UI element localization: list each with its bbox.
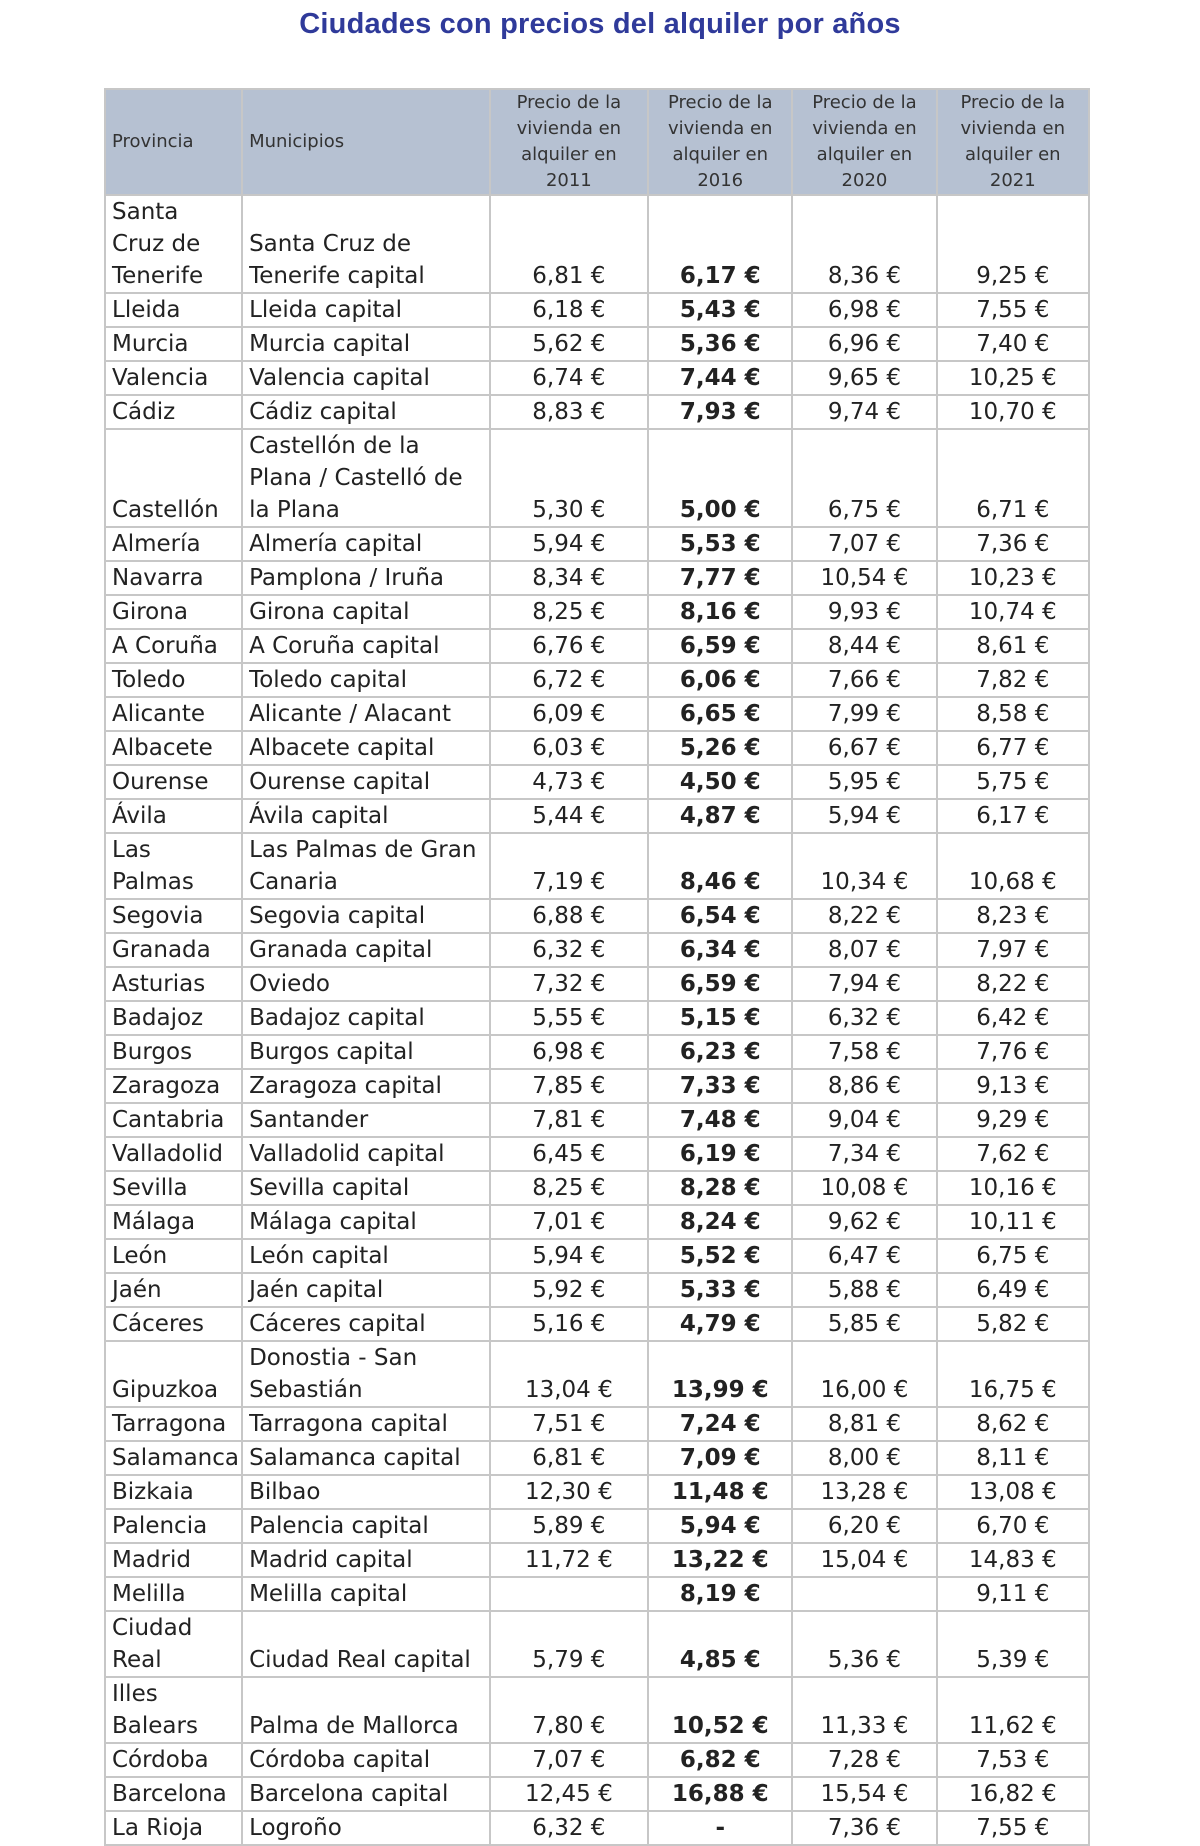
table-row: [105, 1509, 1089, 1543]
table-row: [105, 967, 1089, 1001]
price-2016-cell: 8,16 €: [648, 595, 792, 629]
provincia-cell: Valladolid: [105, 1137, 242, 1171]
header-price-2011: Precio de la vivienda en alquiler en 2011: [490, 89, 649, 195]
price-2021-cell: 10,68 €: [937, 833, 1089, 899]
municipio-cell: Palencia capital: [242, 1509, 490, 1543]
provincia-cell: Melilla: [105, 1577, 242, 1611]
price-2016-cell: 8,28 €: [648, 1171, 792, 1205]
price-2021-cell: 7,55 €: [937, 1811, 1089, 1845]
price-2020-cell: 6,67 €: [792, 731, 936, 765]
table-row: [105, 663, 1089, 697]
header-price-2016: Precio de la vivienda en alquiler en 2016: [648, 89, 792, 195]
price-2016-cell: 6,65 €: [648, 697, 792, 731]
price-2021-cell: 10,74 €: [937, 595, 1089, 629]
provincia-cell: Bizkaia: [105, 1475, 242, 1509]
price-2020-cell: 15,54 €: [792, 1777, 936, 1811]
table-row: [105, 933, 1089, 967]
price-2021-cell: 6,42 €: [937, 1001, 1089, 1035]
provincia-cell: Sevilla: [105, 1171, 242, 1205]
price-2021-cell: 7,76 €: [937, 1035, 1089, 1069]
price-2021-cell: 9,11 €: [937, 1577, 1089, 1611]
table-row: [105, 327, 1089, 361]
table-row: [105, 293, 1089, 327]
municipio-cell: Ourense capital: [242, 765, 490, 799]
price-2016-cell: 16,88 €: [648, 1777, 792, 1811]
price-2021-cell: 8,62 €: [937, 1407, 1089, 1441]
provincia-cell: La Rioja: [105, 1811, 242, 1845]
municipio-cell: Málaga capital: [242, 1205, 490, 1239]
price-2016-cell: 7,24 €: [648, 1407, 792, 1441]
price-2011-cell: 6,32 €: [490, 933, 649, 967]
table-header-row: [105, 89, 1089, 195]
price-2011-cell: 11,72 €: [490, 1543, 649, 1577]
municipio-cell: Lleida capital: [242, 293, 490, 327]
table-row: [105, 1307, 1089, 1341]
municipio-cell: Salamanca capital: [242, 1441, 490, 1475]
table-row: [105, 629, 1089, 663]
provincia-cell: Barcelona: [105, 1777, 242, 1811]
price-2020-cell: 10,54 €: [792, 561, 936, 595]
price-2011-cell: 5,30 €: [490, 429, 649, 527]
municipio-cell: Valladolid capital: [242, 1137, 490, 1171]
price-2016-cell: 7,09 €: [648, 1441, 792, 1475]
price-2016-cell: 13,99 €: [648, 1341, 792, 1407]
price-2021-cell: 7,97 €: [937, 933, 1089, 967]
table-row: [105, 1035, 1089, 1069]
price-2016-cell: 6,17 €: [648, 195, 792, 293]
table-row: [105, 595, 1089, 629]
provincia-cell: Castellón: [105, 429, 242, 527]
price-2020-cell: 10,08 €: [792, 1171, 936, 1205]
provincia-cell: Córdoba: [105, 1743, 242, 1777]
provincia-cell: Lleida: [105, 293, 242, 327]
provincia-cell: Tarragona: [105, 1407, 242, 1441]
price-2021-cell: 9,29 €: [937, 1103, 1089, 1137]
price-2011-cell: 7,51 €: [490, 1407, 649, 1441]
table-row: [105, 1407, 1089, 1441]
price-2011-cell: 7,07 €: [490, 1743, 649, 1777]
price-2021-cell: 7,62 €: [937, 1137, 1089, 1171]
municipio-cell: Cádiz capital: [242, 395, 490, 429]
municipio-cell: Córdoba capital: [242, 1743, 490, 1777]
table-row: [105, 395, 1089, 429]
price-2011-cell: 4,73 €: [490, 765, 649, 799]
header-price-2020: Precio de la vivienda en alquiler en 2020: [792, 89, 936, 195]
price-2020-cell: 5,94 €: [792, 799, 936, 833]
price-2020-cell: 11,33 €: [792, 1677, 936, 1743]
price-2011-cell: 6,72 €: [490, 663, 649, 697]
price-2016-cell: 6,19 €: [648, 1137, 792, 1171]
price-2011-cell: 8,34 €: [490, 561, 649, 595]
price-2020-cell: 9,62 €: [792, 1205, 936, 1239]
provincia-cell: Ciudad Real: [105, 1611, 242, 1677]
price-2020-cell: 7,94 €: [792, 967, 936, 1001]
provincia-cell: Granada: [105, 933, 242, 967]
header-provincia: Provincia: [105, 89, 242, 195]
price-2021-cell: 13,08 €: [937, 1475, 1089, 1509]
provincia-cell: Toledo: [105, 663, 242, 697]
price-2021-cell: 6,75 €: [937, 1239, 1089, 1273]
price-2020-cell: 9,74 €: [792, 395, 936, 429]
price-2020-cell: 8,22 €: [792, 899, 936, 933]
price-2011-cell: 6,76 €: [490, 629, 649, 663]
table-row: [105, 1543, 1089, 1577]
price-2011-cell: 5,94 €: [490, 1239, 649, 1273]
price-2011-cell: 6,81 €: [490, 195, 649, 293]
municipio-cell: Palma de Mallorca: [242, 1677, 490, 1743]
price-2016-cell: 8,46 €: [648, 833, 792, 899]
price-2021-cell: 5,39 €: [937, 1611, 1089, 1677]
price-2020-cell: 9,04 €: [792, 1103, 936, 1137]
municipio-cell: Pamplona / Iruña: [242, 561, 490, 595]
municipio-cell: Jaén capital: [242, 1273, 490, 1307]
municipio-cell: Donostia - San Sebastián: [242, 1341, 490, 1407]
price-2011-cell: [490, 1577, 649, 1611]
municipio-cell: Sevilla capital: [242, 1171, 490, 1205]
municipio-cell: Bilbao: [242, 1475, 490, 1509]
municipio-cell: Ávila capital: [242, 799, 490, 833]
price-2016-cell: 5,26 €: [648, 731, 792, 765]
municipio-cell: Granada capital: [242, 933, 490, 967]
municipio-cell: Logroño: [242, 1811, 490, 1845]
municipio-cell: Cáceres capital: [242, 1307, 490, 1341]
table-row: [105, 1273, 1089, 1307]
provincia-cell: Badajoz: [105, 1001, 242, 1035]
price-2020-cell: 5,36 €: [792, 1611, 936, 1677]
price-2021-cell: 6,77 €: [937, 731, 1089, 765]
table-row: [105, 1103, 1089, 1137]
price-2011-cell: 7,32 €: [490, 967, 649, 1001]
price-2021-cell: 6,17 €: [937, 799, 1089, 833]
price-2011-cell: 13,04 €: [490, 1341, 649, 1407]
price-2016-cell: 5,43 €: [648, 293, 792, 327]
provincia-cell: Zaragoza: [105, 1069, 242, 1103]
price-2020-cell: [792, 1577, 936, 1611]
price-2020-cell: 6,75 €: [792, 429, 936, 527]
provincia-cell: Almería: [105, 527, 242, 561]
price-2011-cell: 6,32 €: [490, 1811, 649, 1845]
table-row: [105, 361, 1089, 395]
price-2021-cell: 7,36 €: [937, 527, 1089, 561]
municipio-cell: Badajoz capital: [242, 1001, 490, 1035]
table-row: [105, 833, 1089, 899]
price-2011-cell: 5,94 €: [490, 527, 649, 561]
price-2016-cell: 13,22 €: [648, 1543, 792, 1577]
provincia-cell: Santa Cruz de Tenerife: [105, 195, 242, 293]
price-2021-cell: 10,11 €: [937, 1205, 1089, 1239]
table-row: [105, 1475, 1089, 1509]
price-2016-cell: 6,54 €: [648, 899, 792, 933]
price-2016-cell: 4,87 €: [648, 799, 792, 833]
price-2011-cell: 5,89 €: [490, 1509, 649, 1543]
table-row: [105, 561, 1089, 595]
municipio-cell: Segovia capital: [242, 899, 490, 933]
price-2020-cell: 6,47 €: [792, 1239, 936, 1273]
price-2021-cell: 10,25 €: [937, 361, 1089, 395]
municipio-cell: Madrid capital: [242, 1543, 490, 1577]
municipio-cell: Santa Cruz de Tenerife capital: [242, 195, 490, 293]
price-2021-cell: 7,40 €: [937, 327, 1089, 361]
price-2020-cell: 9,65 €: [792, 361, 936, 395]
price-2011-cell: 5,44 €: [490, 799, 649, 833]
table-row: [105, 731, 1089, 765]
provincia-cell: Alicante: [105, 697, 242, 731]
price-2016-cell: 7,33 €: [648, 1069, 792, 1103]
price-2020-cell: 7,34 €: [792, 1137, 936, 1171]
price-2011-cell: 5,62 €: [490, 327, 649, 361]
provincia-cell: Salamanca: [105, 1441, 242, 1475]
provincia-cell: Málaga: [105, 1205, 242, 1239]
municipio-cell: Toledo capital: [242, 663, 490, 697]
provincia-cell: Segovia: [105, 899, 242, 933]
price-2021-cell: 5,75 €: [937, 765, 1089, 799]
provincia-cell: Ávila: [105, 799, 242, 833]
price-2016-cell: -: [648, 1811, 792, 1845]
provincia-cell: Asturias: [105, 967, 242, 1001]
table-row: [105, 765, 1089, 799]
price-2021-cell: 6,71 €: [937, 429, 1089, 527]
municipio-cell: Castellón de la Plana / Castelló de la Plana: [242, 429, 490, 527]
price-2011-cell: 7,80 €: [490, 1677, 649, 1743]
price-2021-cell: 8,58 €: [937, 697, 1089, 731]
price-2020-cell: 15,04 €: [792, 1543, 936, 1577]
price-2021-cell: 8,11 €: [937, 1441, 1089, 1475]
price-2021-cell: 5,82 €: [937, 1307, 1089, 1341]
price-2011-cell: 6,88 €: [490, 899, 649, 933]
price-2021-cell: 7,55 €: [937, 293, 1089, 327]
price-2020-cell: 8,36 €: [792, 195, 936, 293]
price-2021-cell: 8,22 €: [937, 967, 1089, 1001]
provincia-cell: Cantabria: [105, 1103, 242, 1137]
provincia-cell: Illes Balears: [105, 1677, 242, 1743]
price-2021-cell: 16,82 €: [937, 1777, 1089, 1811]
table-row: [105, 195, 1089, 293]
table-row: [105, 1239, 1089, 1273]
municipio-cell: Burgos capital: [242, 1035, 490, 1069]
price-2016-cell: 8,19 €: [648, 1577, 792, 1611]
table-row: [105, 1069, 1089, 1103]
price-2020-cell: 6,96 €: [792, 327, 936, 361]
header-price-2021: Precio de la vivienda en alquiler en 2021: [937, 89, 1089, 195]
provincia-cell: Valencia: [105, 361, 242, 395]
price-2020-cell: 6,20 €: [792, 1509, 936, 1543]
price-2011-cell: 8,83 €: [490, 395, 649, 429]
price-2016-cell: 5,52 €: [648, 1239, 792, 1273]
table-row: [105, 429, 1089, 527]
price-2020-cell: 7,07 €: [792, 527, 936, 561]
table-row: [105, 1137, 1089, 1171]
municipio-cell: Las Palmas de Gran Canaria: [242, 833, 490, 899]
provincia-cell: Navarra: [105, 561, 242, 595]
municipio-cell: Alicante / Alacant: [242, 697, 490, 731]
price-2011-cell: 12,45 €: [490, 1777, 649, 1811]
table-row: [105, 1611, 1089, 1677]
price-2020-cell: 8,07 €: [792, 933, 936, 967]
price-2021-cell: 10,70 €: [937, 395, 1089, 429]
table-row: [105, 697, 1089, 731]
price-2016-cell: 4,50 €: [648, 765, 792, 799]
price-2020-cell: 7,28 €: [792, 1743, 936, 1777]
price-2021-cell: 8,61 €: [937, 629, 1089, 663]
price-2016-cell: 5,36 €: [648, 327, 792, 361]
price-2016-cell: 5,00 €: [648, 429, 792, 527]
price-2011-cell: 6,03 €: [490, 731, 649, 765]
price-2011-cell: 7,19 €: [490, 833, 649, 899]
rent-price-table: [104, 88, 1090, 1846]
provincia-cell: Palencia: [105, 1509, 242, 1543]
price-2021-cell: 16,75 €: [937, 1341, 1089, 1407]
price-2016-cell: 6,06 €: [648, 663, 792, 697]
price-2016-cell: 10,52 €: [648, 1677, 792, 1743]
municipio-cell: Ciudad Real capital: [242, 1611, 490, 1677]
table-row: [105, 1677, 1089, 1743]
municipio-cell: A Coruña capital: [242, 629, 490, 663]
price-2011-cell: 6,81 €: [490, 1441, 649, 1475]
price-2020-cell: 5,85 €: [792, 1307, 936, 1341]
provincia-cell: Cáceres: [105, 1307, 242, 1341]
price-2020-cell: 7,36 €: [792, 1811, 936, 1845]
price-2020-cell: 16,00 €: [792, 1341, 936, 1407]
price-2020-cell: 9,93 €: [792, 595, 936, 629]
price-2020-cell: 7,99 €: [792, 697, 936, 731]
provincia-cell: Madrid: [105, 1543, 242, 1577]
price-2021-cell: 7,82 €: [937, 663, 1089, 697]
provincia-cell: Cádiz: [105, 395, 242, 429]
price-2020-cell: 13,28 €: [792, 1475, 936, 1509]
municipio-cell: Oviedo: [242, 967, 490, 1001]
price-2020-cell: 5,95 €: [792, 765, 936, 799]
municipio-cell: León capital: [242, 1239, 490, 1273]
provincia-cell: León: [105, 1239, 242, 1273]
price-2016-cell: 4,79 €: [648, 1307, 792, 1341]
municipio-cell: Santander: [242, 1103, 490, 1137]
price-2021-cell: 6,70 €: [937, 1509, 1089, 1543]
price-2011-cell: 6,74 €: [490, 361, 649, 395]
table-row: [105, 1441, 1089, 1475]
price-2011-cell: 7,85 €: [490, 1069, 649, 1103]
provincia-cell: Burgos: [105, 1035, 242, 1069]
price-2016-cell: 6,59 €: [648, 967, 792, 1001]
provincia-cell: Albacete: [105, 731, 242, 765]
price-2011-cell: 12,30 €: [490, 1475, 649, 1509]
municipio-cell: Valencia capital: [242, 361, 490, 395]
price-2016-cell: 7,93 €: [648, 395, 792, 429]
price-2011-cell: 8,25 €: [490, 595, 649, 629]
page-title: Ciudades con precios del alquiler por años: [299, 8, 901, 40]
table-row: [105, 899, 1089, 933]
price-2020-cell: 6,32 €: [792, 1001, 936, 1035]
table-row: [105, 1001, 1089, 1035]
price-2016-cell: 6,82 €: [648, 1743, 792, 1777]
provincia-cell: Gipuzkoa: [105, 1341, 242, 1407]
price-2020-cell: 7,66 €: [792, 663, 936, 697]
table-row: [105, 1577, 1089, 1611]
price-2020-cell: 5,88 €: [792, 1273, 936, 1307]
table-row: [105, 1171, 1089, 1205]
provincia-cell: Murcia: [105, 327, 242, 361]
price-2011-cell: 7,81 €: [490, 1103, 649, 1137]
price-2020-cell: 6,98 €: [792, 293, 936, 327]
price-2021-cell: 9,25 €: [937, 195, 1089, 293]
municipio-cell: Barcelona capital: [242, 1777, 490, 1811]
price-2020-cell: 10,34 €: [792, 833, 936, 899]
price-2016-cell: 6,59 €: [648, 629, 792, 663]
price-2021-cell: 14,83 €: [937, 1543, 1089, 1577]
price-2016-cell: 5,53 €: [648, 527, 792, 561]
municipio-cell: Melilla capital: [242, 1577, 490, 1611]
price-2016-cell: 7,48 €: [648, 1103, 792, 1137]
price-2020-cell: 8,86 €: [792, 1069, 936, 1103]
price-2011-cell: 6,09 €: [490, 697, 649, 731]
price-2021-cell: 9,13 €: [937, 1069, 1089, 1103]
price-2016-cell: 7,44 €: [648, 361, 792, 395]
price-2016-cell: 8,24 €: [648, 1205, 792, 1239]
price-2020-cell: 8,81 €: [792, 1407, 936, 1441]
municipio-cell: Tarragona capital: [242, 1407, 490, 1441]
price-2011-cell: 6,98 €: [490, 1035, 649, 1069]
provincia-cell: Jaén: [105, 1273, 242, 1307]
municipio-cell: Girona capital: [242, 595, 490, 629]
price-2020-cell: 8,44 €: [792, 629, 936, 663]
provincia-cell: Girona: [105, 595, 242, 629]
price-2021-cell: 10,16 €: [937, 1171, 1089, 1205]
municipio-cell: Zaragoza capital: [242, 1069, 490, 1103]
price-2011-cell: 7,01 €: [490, 1205, 649, 1239]
price-2020-cell: 8,00 €: [792, 1441, 936, 1475]
table-row: [105, 1743, 1089, 1777]
price-2021-cell: 10,23 €: [937, 561, 1089, 595]
price-2016-cell: 5,15 €: [648, 1001, 792, 1035]
municipio-cell: Almería capital: [242, 527, 490, 561]
municipio-cell: Albacete capital: [242, 731, 490, 765]
price-2011-cell: 8,25 €: [490, 1171, 649, 1205]
price-2011-cell: 5,79 €: [490, 1611, 649, 1677]
price-2021-cell: 7,53 €: [937, 1743, 1089, 1777]
price-2016-cell: 6,23 €: [648, 1035, 792, 1069]
municipio-cell: Murcia capital: [242, 327, 490, 361]
table-row: [105, 1777, 1089, 1811]
price-2021-cell: 8,23 €: [937, 899, 1089, 933]
provincia-cell: A Coruña: [105, 629, 242, 663]
provincia-cell: Ourense: [105, 765, 242, 799]
price-2011-cell: 5,92 €: [490, 1273, 649, 1307]
price-2016-cell: 5,94 €: [648, 1509, 792, 1543]
table-row: [105, 799, 1089, 833]
provincia-cell: Las Palmas: [105, 833, 242, 899]
price-2016-cell: 7,77 €: [648, 561, 792, 595]
table-row: [105, 1341, 1089, 1407]
price-2016-cell: 11,48 €: [648, 1475, 792, 1509]
price-2021-cell: 6,49 €: [937, 1273, 1089, 1307]
price-2016-cell: 6,34 €: [648, 933, 792, 967]
price-2021-cell: 11,62 €: [937, 1677, 1089, 1743]
price-2011-cell: 5,16 €: [490, 1307, 649, 1341]
price-2011-cell: 6,18 €: [490, 293, 649, 327]
header-municipios: Municipios: [242, 89, 490, 195]
table-row: [105, 527, 1089, 561]
price-2011-cell: 5,55 €: [490, 1001, 649, 1035]
price-2016-cell: 4,85 €: [648, 1611, 792, 1677]
price-2020-cell: 7,58 €: [792, 1035, 936, 1069]
table-row: [105, 1205, 1089, 1239]
price-2016-cell: 5,33 €: [648, 1273, 792, 1307]
price-2011-cell: 6,45 €: [490, 1137, 649, 1171]
table-row: [105, 1811, 1089, 1845]
